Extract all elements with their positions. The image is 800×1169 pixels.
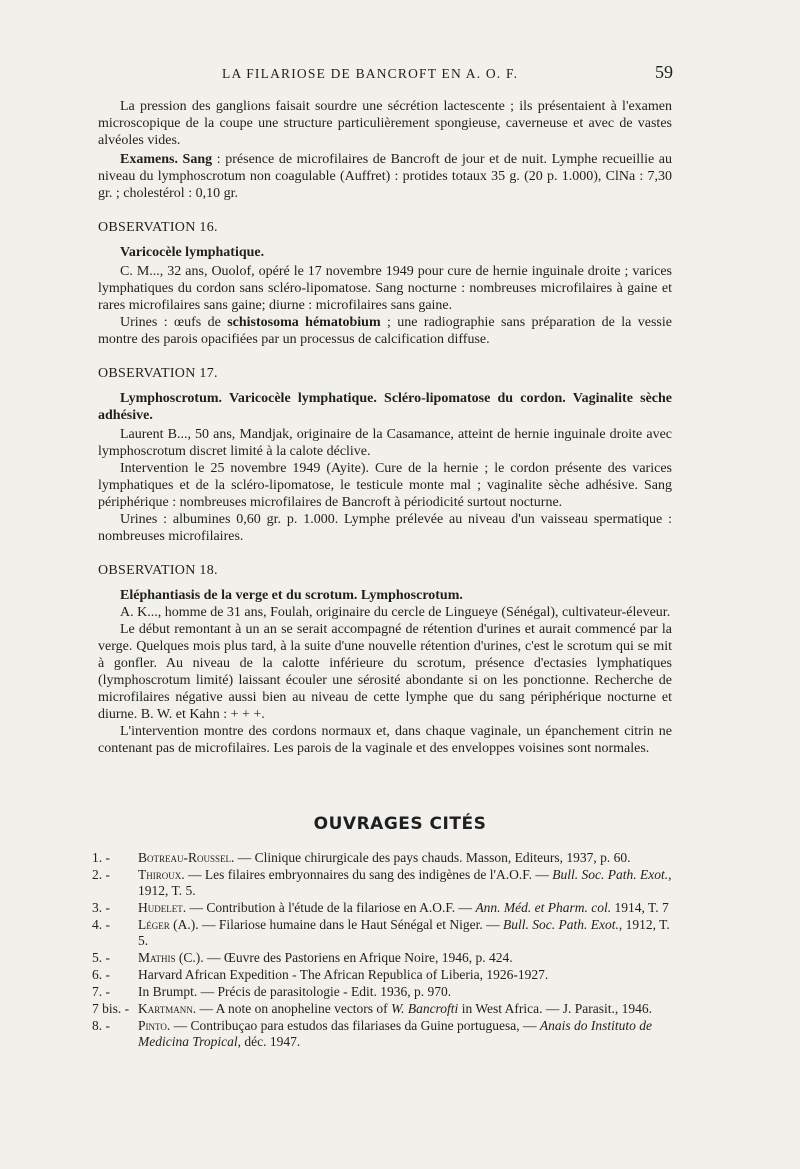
obs16-p2-b: schistosoma hématobium [227,315,381,330]
exams-text: : présence de microfilaires de Bancroft de jour et de nuit. Lymphe recueillie au niveau du lymphoscrotum non coagulable (Auffret) : protides totaux 35 g. (20 p. 1.000), ClNa : 7,30 gr. ; cholestérol : 0,10 gr. [98,152,672,201]
reference-text: — Contribution à l'étude de la filariose en A.O.F. — [186,900,476,915]
reference-author: Mathis (C.). [138,950,204,965]
reference-author: Léger (A.). [138,917,199,932]
reference-journal: Bull. Soc. Path. Exot. [552,867,669,882]
reference-journal: W. Bancrofti [391,1001,459,1016]
running-title: LA FILARIOSE DE BANCROFT EN A. O. F. [222,66,519,81]
intro-paragraph-1: La pression des ganglions faisait sourdre une sécrétion lactescente ; ils présentaient à l'examen microscopique de la coupe une structure particulièrement spongieuse, caverneuse et avec de vastes alvéoles vides. [98,99,672,148]
reference-number: 2. - [92,867,110,882]
reference-text: — Les filaires embryonnaires du sang des indigènes de l'A.O.F. — [184,867,553,882]
reference-item [92,1001,677,1017]
reference-item [92,867,677,899]
page-number: 59 [655,62,673,82]
reference-number: 3. - [92,900,110,915]
observation-16-paragraph-1: C. M..., 32 ans, Ouolof, opéré le 17 novembre 1949 pour cure de hernie inguinale droite ; varices lymphatiques du cordon sans scléro-lipomatose. Sang nocturne : nombreuses microfilaires à gaine et rares microfilaires sans gaine; diurne : microfilaires sans gaine. [98,264,672,313]
references-title: OUVRAGES CITÉS [313,814,487,834]
obs16-p2-c: ; une radiographie sans préparation de la vessie montre des parois opacifiées par un processus de calcification diffuse. [98,315,672,347]
reference-item [92,850,677,866]
reference-author: Thiroux. [138,867,185,882]
reference-item [92,917,677,949]
reference-item [92,950,677,966]
observation-18-paragraph-3: L'intervention montre des cordons normaux et, dans chaque vaginale, un épanchement citrin ne contenant pas de microfilaires. Les parois de la vaginale et des enveloppes voisines sont normales. [98,724,672,756]
reference-text: — Contribuçao para estudos das filariases da Guine portuguesa, — [170,1018,540,1033]
reference-text: Harvard African Expedition - The African Republica of Liberia, 1926-1927. [138,967,549,982]
reference-tail: 1914, T. 7 [611,900,669,915]
reference-journal: Ann. Méd. et Pharm. col. [475,900,612,915]
article-body [98,98,672,757]
reference-number: 4. - [92,917,110,932]
reference-tail: in West Africa. — J. Parasit., 1946. [458,1001,652,1016]
obs16-p2-a: Urines : œufs de [120,315,228,330]
exams-lead: Examens. Sang [120,152,213,167]
reference-item [92,900,677,916]
reference-number: 1. - [92,850,110,865]
observation-17-paragraph-1: Laurent B..., 50 ans, Mandjak, originaire de la Casamance, atteint de hernie inguinale droite avec lymphoscrotum discret limité à la calote déclive. [98,427,672,459]
reference-item [92,984,677,1000]
reference-text: — Œuvre des Pastoriens en Afrique Noire, 1946, p. 424. [203,950,513,965]
observation-17-paragraph-2: Intervention le 25 novembre 1949 (Ayite). Cure de la hernie ; le cordon présente des varices lymphatiques et de la scléro-lipomatose, le testicule monte mal ; vaginalite sèche adhésive. Sang périphérique : nombreuses microfilaires de Bancroft à périodicité surtout nocturne. [98,461,672,510]
reference-number: 5. - [92,950,110,965]
reference-journal: Anais do Instituto de Medicina Tropical [138,1018,652,1049]
reference-text: — Filariose humaine dans le Haut Sénégal et Niger. — [198,917,504,932]
observation-18-title: Eléphantiasis de la verge et du scrotum. Lymphoscrotum. [120,588,463,603]
reference-number: 7. - [92,984,110,999]
reference-author: Pinto. [138,1018,171,1033]
reference-item [92,1018,677,1050]
reference-number: 8. - [92,1018,110,1033]
reference-text: — A note on anopheline vectors of [196,1001,392,1016]
observation-17-title: Lymphoscrotum. Varicocèle lymphatique. Scléro-lipomatose du cordon. Vaginalite sèche adhésive. [98,391,672,423]
intro-paragraph-2 [98,151,672,202]
reference-item [92,967,677,983]
observation-16-heading: OBSERVATION 16. [98,220,218,235]
reference-number: 6. - [92,967,110,982]
observation-18-paragraph-1: A. K..., homme de 31 ans, Foulah, originaire du cercle de Lingueye (Sénégal), cultivateur-éleveur. [120,605,671,620]
reference-text: In Brumpt. — Précis de parasitologie - Edit. 1936, p. 970. [138,984,452,999]
references-list [92,850,677,1051]
observation-17-paragraph-3: Urines : albumines 0,60 gr. p. 1.000. Lymphe prélevée au niveau d'un vaisseau spermatique : nombreuses microfilaires. [98,512,672,544]
reference-tail: , déc. 1947. [237,1034,301,1049]
reference-tail: , 1912, T. 5. [138,917,670,948]
reference-author: Hudelet. [138,900,187,915]
observation-16-title: Varicocèle lymphatique. [120,245,265,260]
reference-author: Kartmann. [138,1001,197,1016]
reference-text: — Clinique chirurgicale des pays chauds. Masson, Editeurs, 1937, p. 60. [234,850,631,865]
observation-18-heading: OBSERVATION 18. [98,563,218,578]
reference-journal: Bull. Soc. Path. Exot. [503,917,619,932]
observation-16-paragraph-2 [98,314,672,348]
reference-author: Botreau-Roussel. [138,850,235,865]
reference-tail: , 1912, T. 5. [138,867,672,898]
reference-number: 7 bis. - [92,1001,130,1016]
observation-17-heading: OBSERVATION 17. [98,366,218,381]
observation-18-paragraph-2: Le début remontant à un an se serait accompagné de rétention d'urines et aurait commencé par la verge. Quelques mois plus tard, à la suite d'une nouvelle rétention d'urines, c'est le scrotum qui se mit à gonfler. Au niveau de la calotte inférieure du scrotum, présence d'ectasies lymphatiques (lymphoscrotum limité) laissant écouler une sérosité abondante si on les ponctionne. Recherche de microfilaires négative aussi bien au niveau de cette lymphe que du sang périphérique nocturne et diurne. B. W. et Kahn : + + +. [98,622,672,722]
